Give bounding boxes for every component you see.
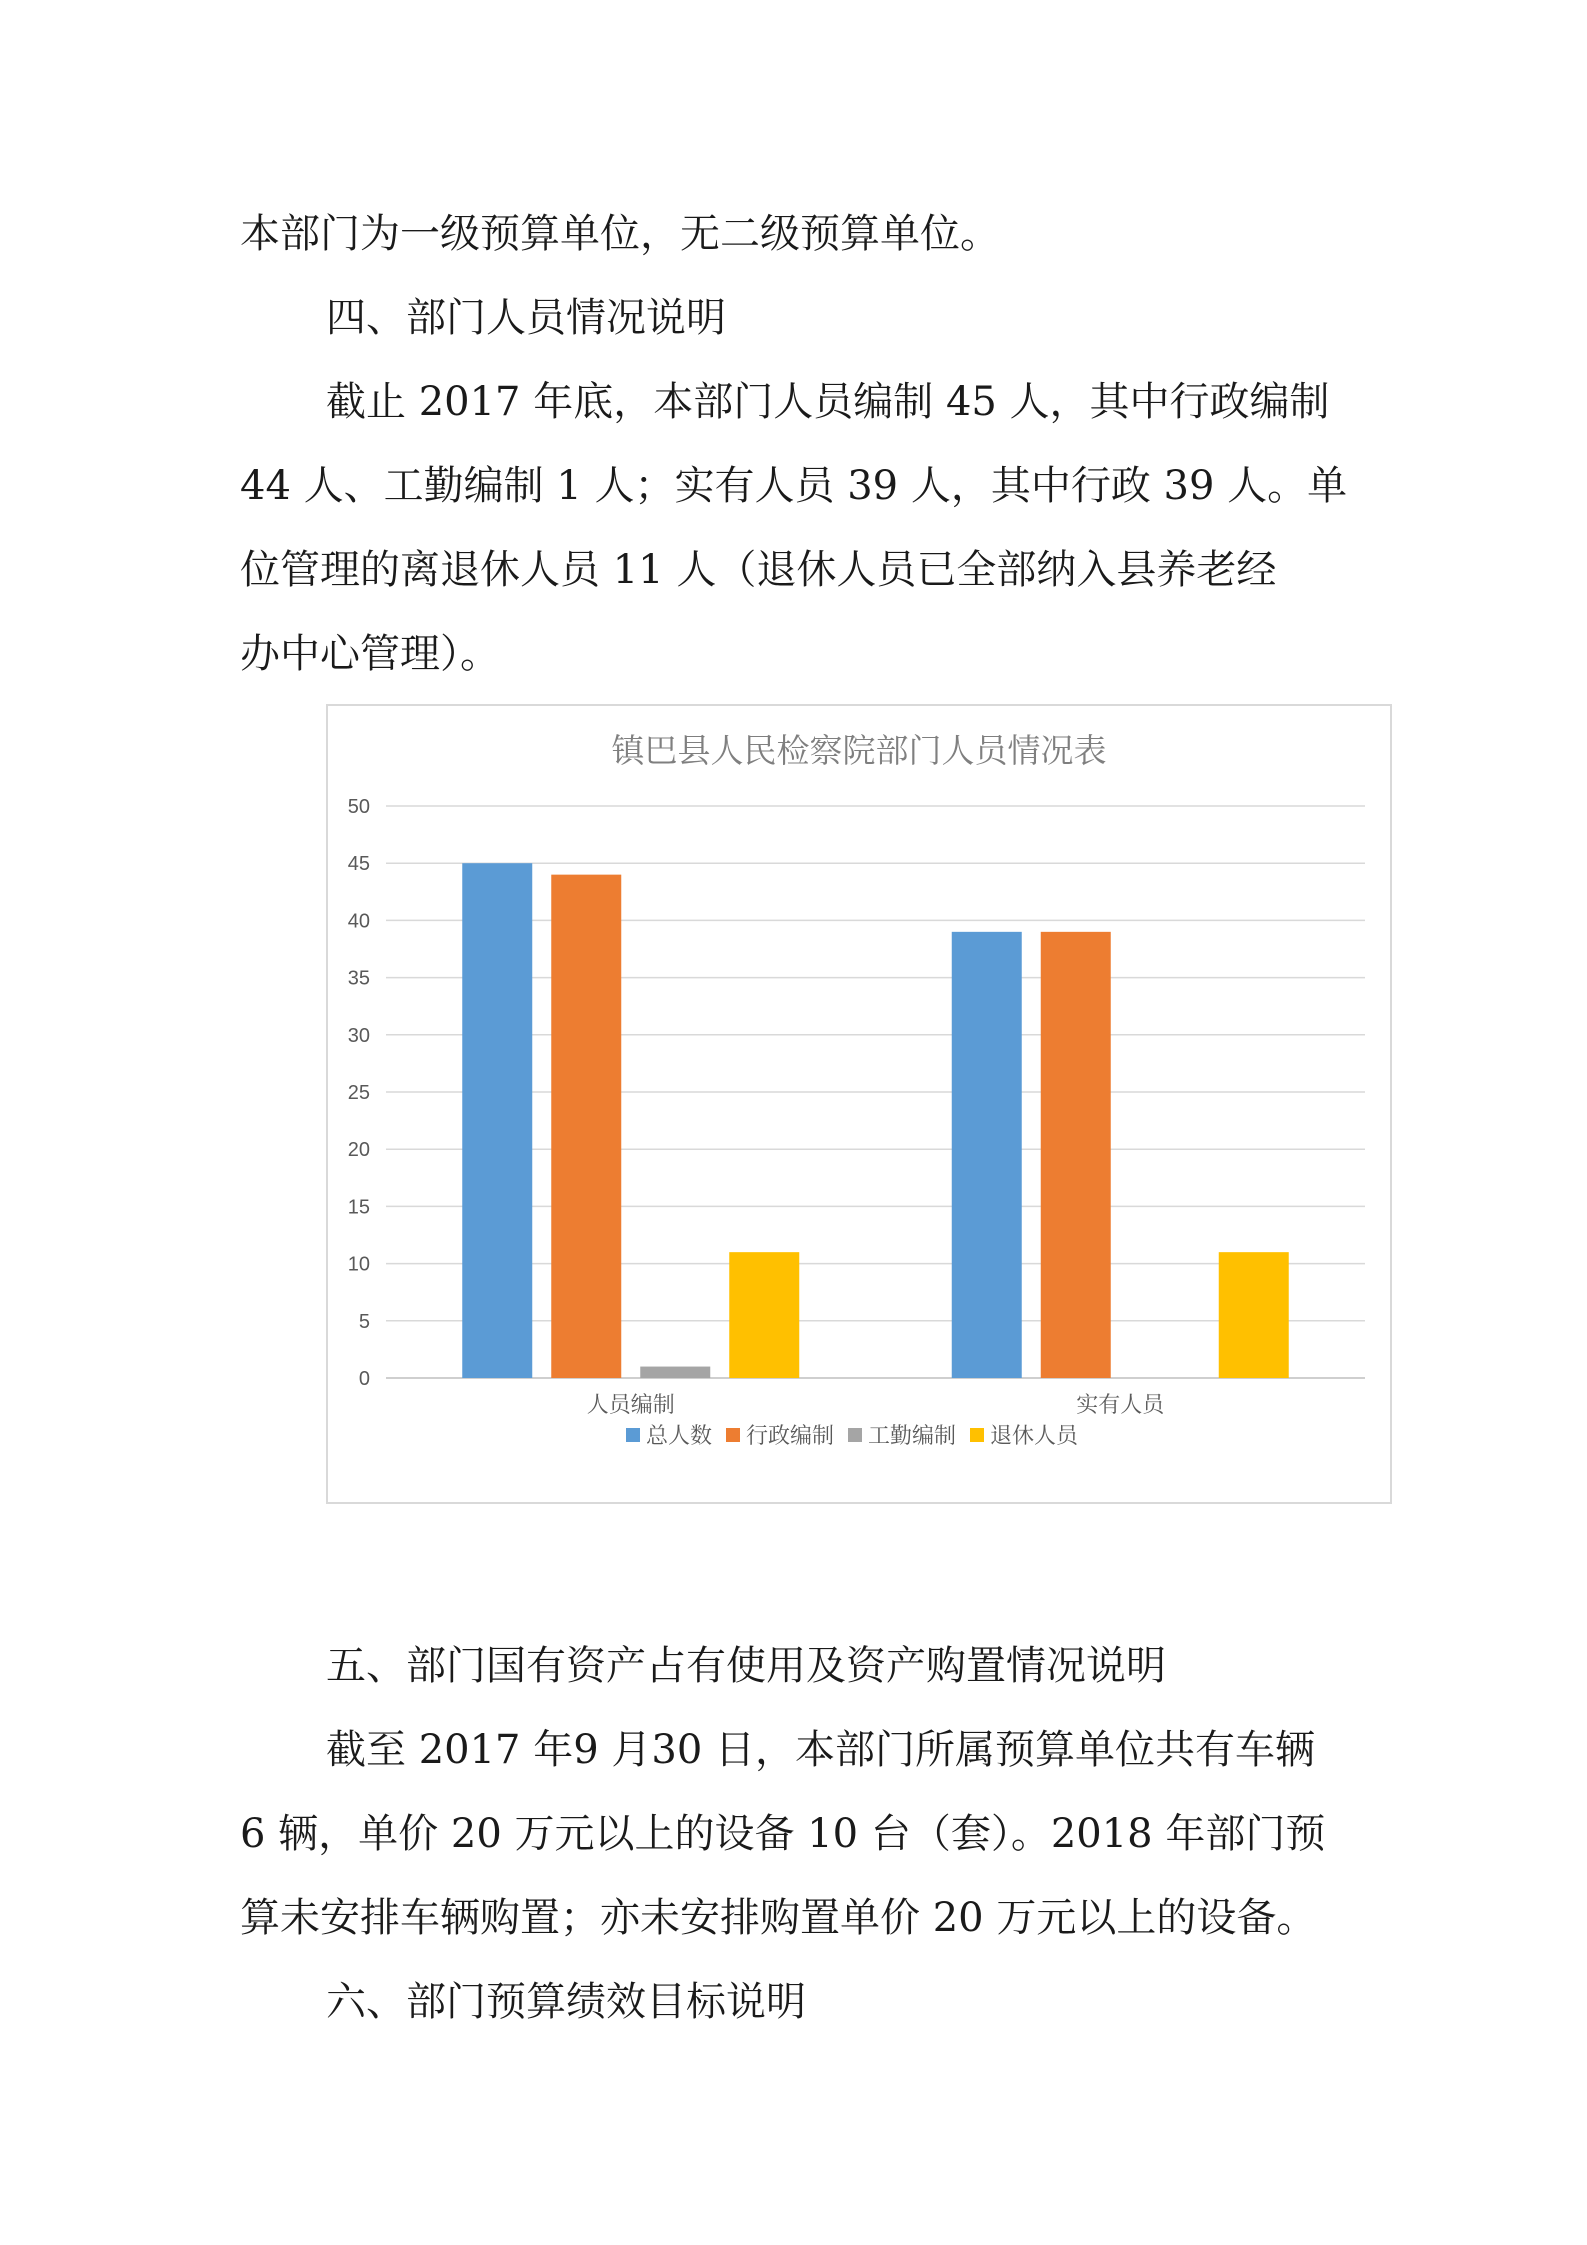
- y-tick-label: 0: [358, 1368, 370, 1390]
- bar: [1219, 1252, 1289, 1378]
- legend-label: 行政编制: [746, 1424, 835, 1449]
- paragraph-line: 本部门为一级预算单位，无二级预算单位。: [240, 211, 1000, 257]
- paragraph-line: 截止 2017 年底，本部门人员编制 45 人，其中行政编制: [326, 379, 1330, 425]
- legend-label: 总人数: [646, 1424, 713, 1449]
- paragraph-line: 算未安排车辆购置；亦未安排购置单价 20 万元以上的设备。: [240, 1895, 1317, 1941]
- y-tick-label: 25: [347, 1082, 370, 1104]
- bar: [640, 1367, 710, 1378]
- y-tick-label: 20: [347, 1139, 370, 1162]
- x-tick-label: 人员编制: [586, 1393, 675, 1418]
- bar: [1041, 932, 1111, 1378]
- section-heading-5: 五、部门国有资产占有使用及资产购置情况说明: [326, 1643, 1166, 1689]
- paragraph-line: 6 辆，单价 20 万元以上的设备 10 台（套）。2018 年部门预: [240, 1811, 1326, 1857]
- y-tick-label: 10: [347, 1253, 370, 1276]
- legend-swatch: [726, 1428, 740, 1442]
- legend-swatch: [970, 1428, 984, 1442]
- y-tick-label: 40: [347, 910, 370, 933]
- y-tick-label: 30: [347, 1024, 370, 1047]
- bar: [952, 932, 1022, 1378]
- bar: [462, 863, 532, 1378]
- bar: [729, 1252, 799, 1378]
- y-tick-label: 35: [347, 967, 370, 990]
- legend-swatch: [848, 1428, 862, 1442]
- legend-label: 工勤编制: [868, 1424, 957, 1449]
- legend-label: 退休人员: [990, 1424, 1079, 1449]
- bar: [551, 875, 621, 1378]
- paragraph-line: 44 人、工勤编制 1 人；实有人员 39 人，其中行政 39 人。单: [240, 463, 1348, 509]
- y-tick-label: 5: [358, 1310, 370, 1333]
- chart-canvas: [328, 706, 1390, 1502]
- x-tick-label: 实有人员: [1076, 1393, 1165, 1418]
- y-tick-label: 15: [347, 1196, 370, 1219]
- section-heading-6: 六、部门预算绩效目标说明: [326, 1979, 806, 2025]
- staff-chart: [326, 704, 1392, 1504]
- y-tick-label: 50: [347, 796, 370, 818]
- paragraph-line: 位管理的离退休人员 11 人（退休人员已全部纳入县养老经: [240, 547, 1277, 593]
- y-tick-label: 45: [347, 853, 370, 876]
- paragraph-line: 办中心管理）。: [240, 631, 500, 677]
- chart-title: 镇巴县人民检察院部门人员情况表: [611, 731, 1107, 770]
- legend-swatch: [626, 1428, 640, 1442]
- paragraph-line: 截至 2017 年9 月30 日，本部门所属预算单位共有车辆: [326, 1727, 1316, 1773]
- section-heading-4: 四、部门人员情况说明: [326, 295, 726, 341]
